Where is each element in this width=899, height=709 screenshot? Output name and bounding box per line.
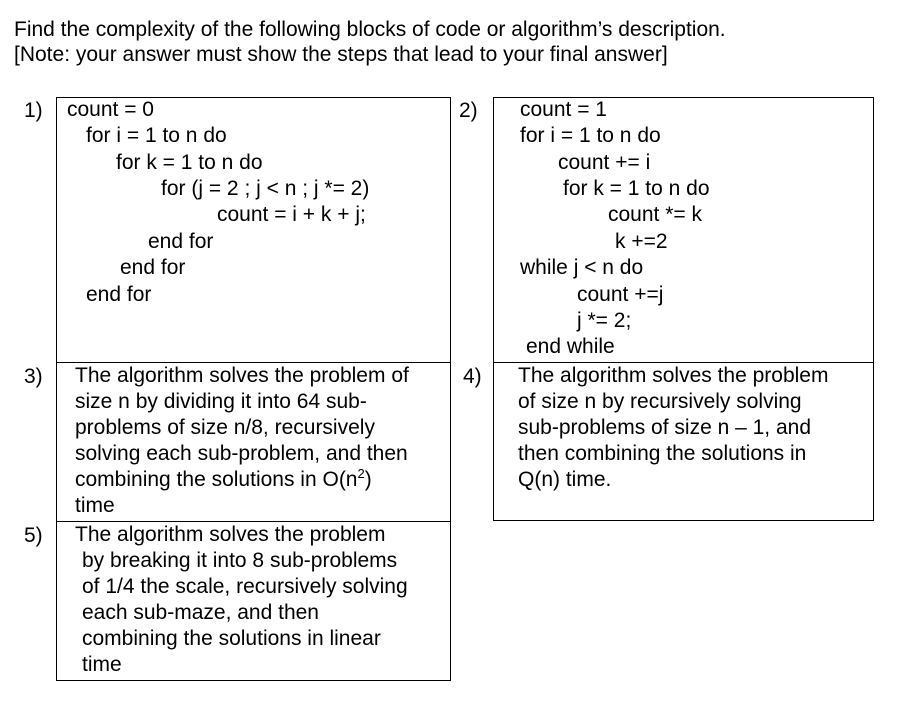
code-line: j *= 2; xyxy=(577,309,632,332)
problem-number: 1) xyxy=(24,99,43,122)
description-text: combining the solutions in O(n xyxy=(75,468,358,491)
description-line: size n by dividing it into 64 sub- xyxy=(75,390,367,413)
code-line: k +=2 xyxy=(615,230,668,253)
description-line: The algorithm solves the problem xyxy=(518,364,829,387)
description-line-with-exponent xyxy=(75,467,409,493)
description-line: Q(n) time. xyxy=(518,468,612,491)
code-line: count = i + k + j; xyxy=(217,203,366,226)
problem-5-description xyxy=(75,522,408,678)
code-line: count *= k xyxy=(608,203,702,226)
code-line: while j < n do xyxy=(520,256,644,279)
code-line: for (j = 2 ; j < n ; j *= 2) xyxy=(161,177,370,200)
description-line: each sub-maze, and then xyxy=(82,601,319,624)
problem-number: 5) xyxy=(24,524,43,547)
problem-4-description xyxy=(518,363,828,493)
problem-3-description xyxy=(75,363,409,519)
description-line: of 1/4 the scale, recursively solving xyxy=(82,575,408,598)
instruction-line-1: Find the complexity of the following blocks of code or algorithm’s description. xyxy=(14,18,726,41)
problem-number: 3) xyxy=(24,365,43,388)
problem-number: 2) xyxy=(459,99,478,122)
description-line: combining the solutions in linear xyxy=(82,627,381,650)
description-line: solving each sub-problem, and then xyxy=(75,442,408,465)
code-line: end while xyxy=(526,335,615,358)
instruction-line-2: [Note: your answer must show the steps that lead to your final answer] xyxy=(14,43,668,66)
description-line: then combining the solutions in xyxy=(518,442,807,465)
code-line: end for xyxy=(86,283,152,306)
code-line: count += i xyxy=(558,151,651,174)
code-line: count = 1 xyxy=(520,98,607,121)
exponent: 2 xyxy=(357,466,365,481)
description-line: of size n by recursively solving xyxy=(518,390,802,413)
description-line: time xyxy=(75,494,115,517)
code-line: for k = 1 to n do xyxy=(563,177,710,200)
code-line: count = 0 xyxy=(67,98,154,121)
description-line: problems of size n/8, recursively xyxy=(75,416,375,439)
code-line: for k = 1 to n do xyxy=(116,151,263,174)
code-line: for i = 1 to n do xyxy=(86,124,227,147)
description-line: by breaking it into 8 sub-problems xyxy=(82,549,398,572)
code-line: end for xyxy=(120,256,186,279)
description-line: sub-problems of size n – 1, and xyxy=(518,416,811,439)
description-line: The algorithm solves the problem xyxy=(75,523,386,546)
description-line: time xyxy=(82,653,122,676)
description-line: The algorithm solves the problem of xyxy=(75,364,409,387)
closing-paren: ) xyxy=(364,468,372,491)
code-line: end for xyxy=(148,230,214,253)
code-line: count +=j xyxy=(577,283,664,306)
code-line: for i = 1 to n do xyxy=(520,124,661,147)
problem-number: 4) xyxy=(463,365,482,388)
